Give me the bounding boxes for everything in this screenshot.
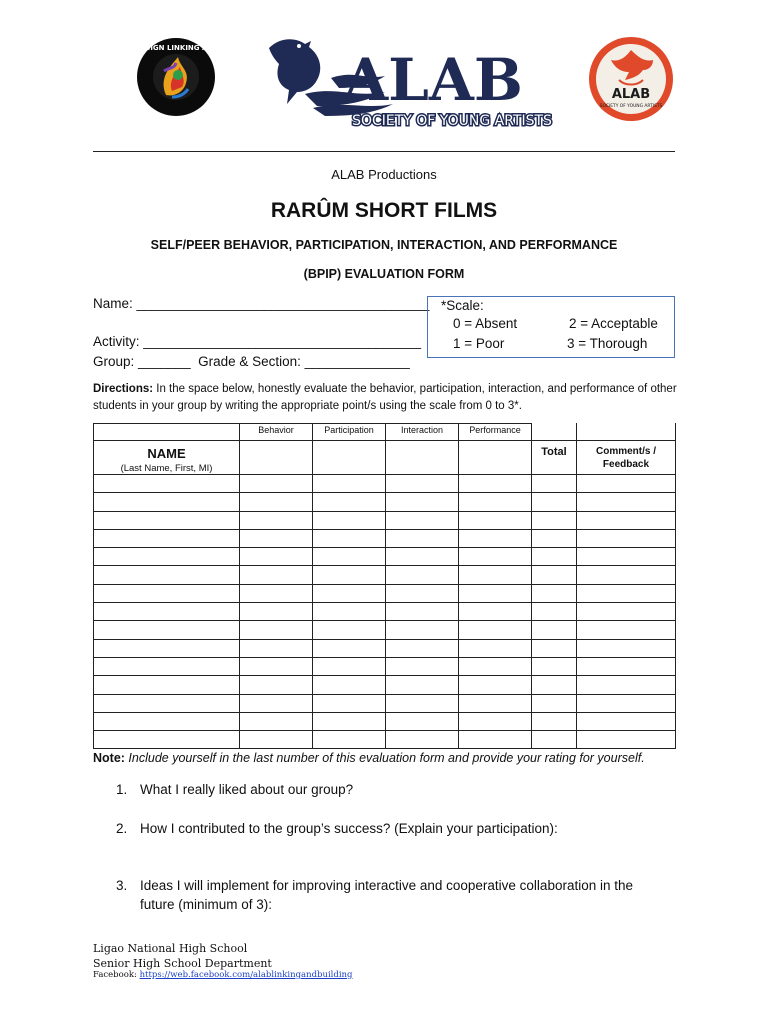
name-cell[interactable] [94,676,240,694]
table-cell[interactable] [240,441,313,475]
alab-brand-logo [265,34,552,134]
directions-text [93,381,678,415]
school-name: Ligao National High School [93,942,248,955]
total-cell[interactable] [532,621,577,639]
comment-cell[interactable] [577,712,676,730]
table-row [94,603,676,621]
question-number: 2. [116,821,128,836]
comment-cell[interactable] [577,731,676,749]
facebook-label: Facebook: [93,970,140,980]
total-column-header: Total [532,441,577,475]
production-name: ALAB Productions [331,167,437,182]
total-cell[interactable] [532,529,577,547]
name-cell[interactable] [94,731,240,749]
score-cell[interactable] [313,493,386,511]
total-cell[interactable] [532,475,577,493]
total-cell[interactable] [532,657,577,675]
question-text: What I really liked about our group? [140,782,354,797]
score-cell[interactable] [386,731,459,749]
total-cell[interactable] [532,548,577,566]
score-cell[interactable] [313,676,386,694]
score-cell[interactable] [240,548,313,566]
name-cell[interactable] [94,566,240,584]
table-row [94,639,676,657]
question-text: How I contributed to the group’s success? (Explain your participation): [140,821,558,836]
score-cell[interactable] [313,584,386,602]
score-cell[interactable] [313,712,386,730]
comment-cell[interactable] [577,639,676,657]
table-row [94,657,676,675]
scale-1: 1 = Poor [453,336,505,351]
scale-0: 0 = Absent [453,316,518,331]
question-number: 1. [116,782,128,797]
name-cell[interactable] [94,548,240,566]
scale-legend [427,296,675,358]
evaluation-table [93,423,676,749]
score-cell[interactable] [240,731,313,749]
comment-cell[interactable] [577,566,676,584]
score-cell[interactable] [240,493,313,511]
score-cell[interactable] [240,657,313,675]
score-cell[interactable] [386,712,459,730]
right-logo-name: ALAB [611,87,651,102]
score-cell[interactable] [386,529,459,547]
directions-label: Directions: [93,383,154,395]
comment-cell[interactable] [577,621,676,639]
column-header-participation: Participation [313,424,386,441]
score-cell[interactable] [240,529,313,547]
table-header-row-2 [94,441,676,475]
score-cell[interactable] [459,511,532,529]
score-cell[interactable] [386,475,459,493]
table-header-row [94,424,676,441]
table-row [94,712,676,730]
name-cell[interactable] [94,657,240,675]
score-cell[interactable] [240,475,313,493]
total-cell[interactable] [532,639,577,657]
table-row [94,621,676,639]
brand-tagline: SOCIETY OF YOUNG ARTISTS [352,113,552,129]
score-cell[interactable] [313,529,386,547]
score-cell[interactable] [240,584,313,602]
score-cell[interactable] [459,493,532,511]
score-cell[interactable] [386,657,459,675]
question-text: Ideas I will implement for improving interactive and cooperative collaboration in the [140,878,634,893]
score-cell[interactable] [313,657,386,675]
score-cell[interactable] [313,603,386,621]
comment-cell[interactable] [577,676,676,694]
total-cell[interactable] [532,712,577,730]
total-cell[interactable] [532,566,577,584]
comment-cell[interactable] [577,657,676,675]
comment-cell[interactable] [577,603,676,621]
name-cell[interactable] [94,694,240,712]
question-1 [116,780,676,800]
total-cell[interactable] [532,731,577,749]
note-text [93,751,645,765]
comment-cell[interactable] [577,511,676,529]
header-divider [93,151,675,152]
note-label: Note: [93,751,125,765]
score-cell[interactable] [313,566,386,584]
score-cell[interactable] [386,566,459,584]
score-cell[interactable] [459,621,532,639]
score-cell[interactable] [459,529,532,547]
comment-cell[interactable] [577,475,676,493]
comment-cell[interactable] [577,548,676,566]
name-cell[interactable] [94,529,240,547]
table-row [94,584,676,602]
table-row [94,694,676,712]
score-cell[interactable] [386,621,459,639]
brand-name: ALAB [343,46,523,114]
table-row [94,566,676,584]
total-cell[interactable] [532,493,577,511]
comment-cell[interactable] [577,529,676,547]
question-3 [116,876,676,916]
table-cell[interactable] [459,441,532,475]
table-header-cell [94,424,240,441]
table-row [94,731,676,749]
table-row [94,676,676,694]
score-cell[interactable] [459,712,532,730]
total-cell[interactable] [532,584,577,602]
alab-emblem-logo [585,36,677,122]
score-cell[interactable] [240,621,313,639]
left-logo-text: ARTS AND DESIGN LINKING AND BUILDING [92,44,260,52]
score-cell[interactable] [240,676,313,694]
score-cell[interactable] [313,475,386,493]
comment-column-header: Comment/s / Feedback [577,441,676,475]
question-number: 3. [116,878,128,893]
score-cell[interactable] [459,475,532,493]
score-cell[interactable] [459,694,532,712]
table-row [94,548,676,566]
total-cell[interactable] [532,511,577,529]
column-header-behavior: Behavior [240,424,313,441]
score-cell[interactable] [386,603,459,621]
score-cell[interactable] [386,676,459,694]
score-cell[interactable] [240,566,313,584]
name-cell[interactable] [94,584,240,602]
column-header-performance: Performance [459,424,532,441]
score-cell[interactable] [386,511,459,529]
arts-and-design-logo [92,37,260,117]
total-cell[interactable] [532,603,577,621]
score-cell[interactable] [459,548,532,566]
score-cell[interactable] [459,603,532,621]
score-cell[interactable] [459,731,532,749]
right-logo-tagline: SOCIETY OF YOUNG ARTISTS [599,104,663,109]
table-header-cell [532,424,577,441]
activity-field[interactable]: Activity: _____________________________________ [93,334,422,349]
table-row [94,493,676,511]
comment-cell[interactable] [577,584,676,602]
table-row [94,511,676,529]
directions-body: In the space below, honestly evaluate the behavior, participation, interaction, and performance of other students in your group by writing the appropriate point/s using the scale from 0 to 3*. [93,383,677,412]
name-cell[interactable] [94,621,240,639]
scale-3: 3 = Thorough [567,336,648,351]
table-header-cell [577,424,676,441]
score-cell[interactable] [459,676,532,694]
score-cell[interactable] [313,694,386,712]
score-cell[interactable] [240,603,313,621]
comment-cell[interactable] [577,694,676,712]
score-cell[interactable] [386,548,459,566]
score-cell[interactable] [386,639,459,657]
score-cell[interactable] [240,639,313,657]
score-cell[interactable] [459,566,532,584]
score-cell[interactable] [240,694,313,712]
name-cell[interactable] [94,639,240,657]
score-cell[interactable] [459,584,532,602]
score-cell[interactable] [313,548,386,566]
name-column-header: NAME (Last Name, First, MI) [94,441,240,475]
note-body: Include yourself in the last number of this evaluation form and provide your rating for yourself. [124,751,645,765]
name-cell[interactable] [94,493,240,511]
table-row [94,475,676,493]
total-cell[interactable] [532,694,577,712]
score-cell[interactable] [313,639,386,657]
total-cell[interactable] [532,676,577,694]
name-cell[interactable] [94,511,240,529]
question-2 [116,819,676,839]
score-cell[interactable] [313,731,386,749]
table-cell[interactable] [313,441,386,475]
score-cell[interactable] [386,493,459,511]
score-cell[interactable] [386,584,459,602]
scale-2: 2 = Acceptable [569,316,658,331]
score-cell[interactable] [240,712,313,730]
table-row [94,529,676,547]
column-header-interaction: Interaction [386,424,459,441]
scale-title: *Scale: [441,298,484,313]
group-section-field[interactable]: Group: _______ Grade & Section: ______________ [93,354,410,369]
question-text-continued: future (minimum of 3): [140,897,273,912]
table-cell[interactable] [386,441,459,475]
facebook-line [93,970,352,980]
score-cell[interactable] [313,511,386,529]
score-cell[interactable] [240,511,313,529]
score-cell[interactable] [459,639,532,657]
department-name: Senior High School Department [93,957,272,970]
form-subtitle-line2: (BPIP) EVALUATION FORM [303,267,465,281]
form-title: RARÛM SHORT FILMS [270,199,498,222]
name-field[interactable]: Name: _______________________________________ [93,296,430,311]
name-cell[interactable] [94,475,240,493]
score-cell[interactable] [459,657,532,675]
comment-cell[interactable] [577,493,676,511]
form-subtitle-line1: SELF/PEER BEHAVIOR, PARTICIPATION, INTERACTION, AND PERFORMANCE [150,238,618,252]
name-cell[interactable] [94,712,240,730]
score-cell[interactable] [313,621,386,639]
facebook-link[interactable]: https://web.facebook.com/alablinkingandbuilding [139,970,353,980]
score-cell[interactable] [386,694,459,712]
name-cell[interactable] [94,603,240,621]
